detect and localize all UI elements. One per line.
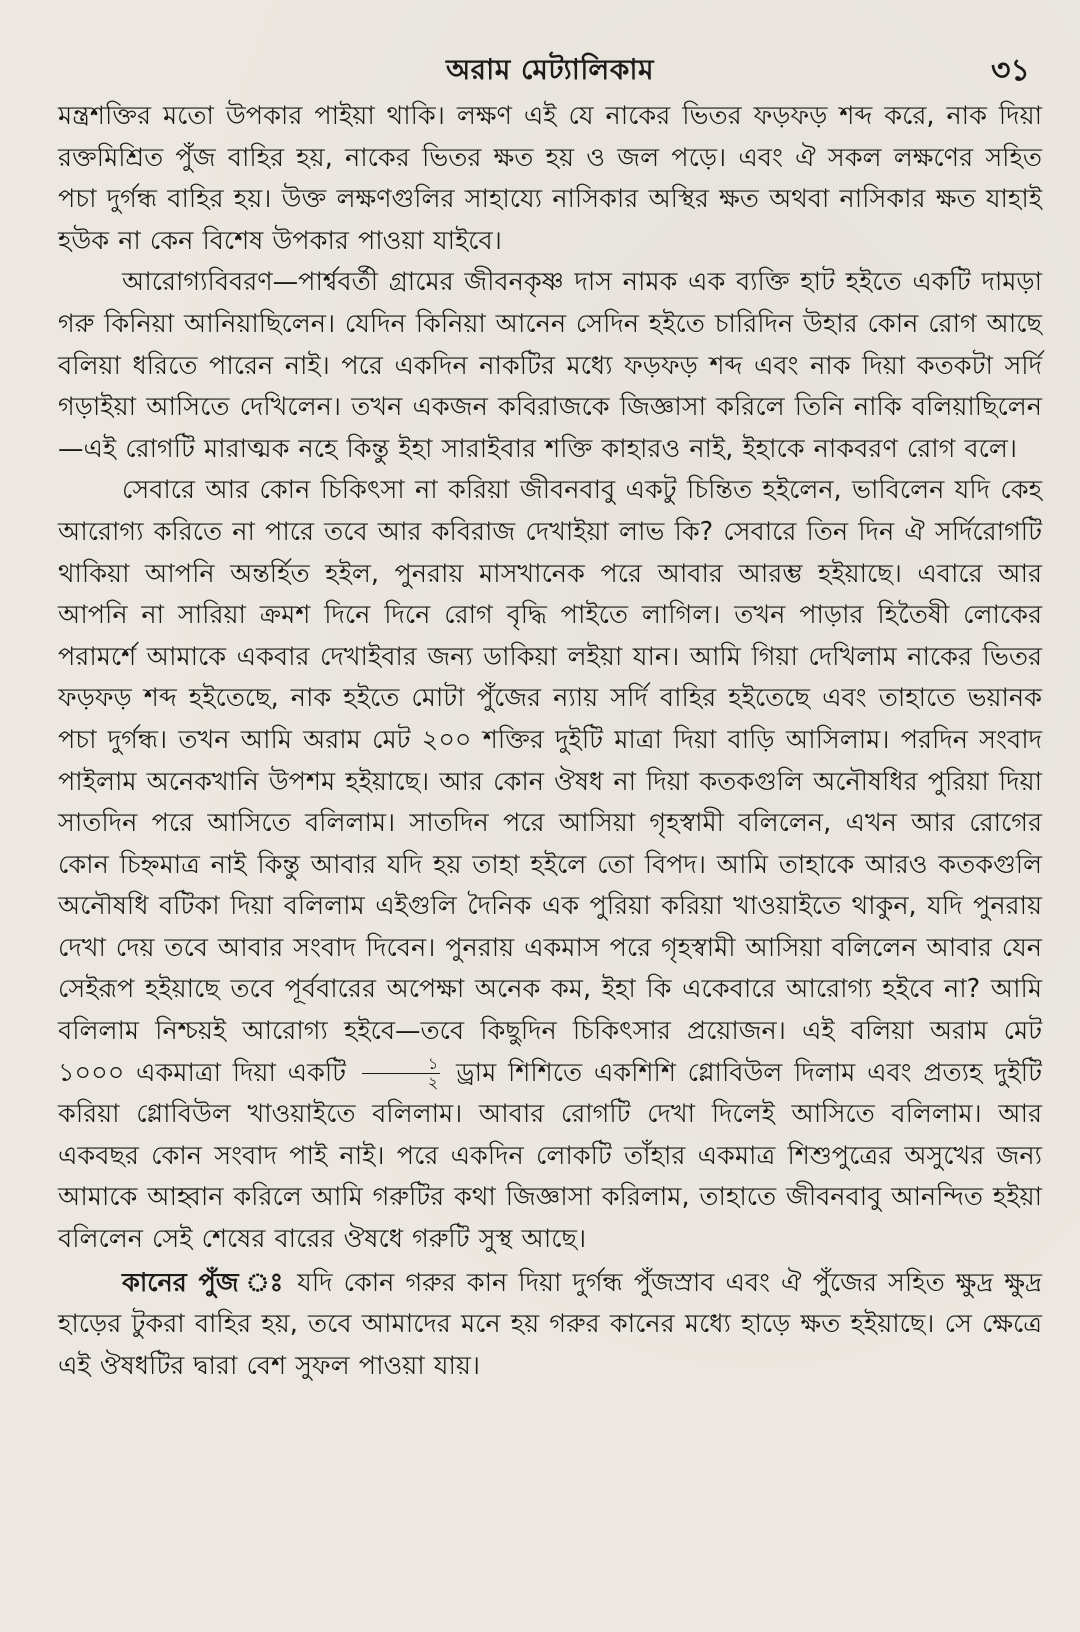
half-fraction — [362, 1056, 440, 1091]
page-number: ৩১ — [991, 53, 1030, 88]
fraction-numerator: ১ — [362, 1056, 440, 1074]
paragraph-text: আরোগ্যবিবরণ—পার্শ্ববর্তী গ্রামের জীবনকৃষ্ণ দাস নামক এক ব্যক্তি হাট হইতে একটি দামড়া গরু কিনিয়া আনিয়াছিলেন। যেদিন কিনিয়া আনেন সেদিন হইতে চারিদিন উহার কোন রোগ আছে বলিয়া ধরিতে পারেন নাই। পরে একদিন নাকটির মধ্যে ফড়ফড় শব্দ এবং নাক দিয়া কতকটা সর্দি গড়াইয়া আসিতে দেখিলেন। তখন একজন কবিরাজকে জিজ্ঞাসা করিলে তিনি নাকি বলিয়াছিলেন—এই রোগটি মারাত্মক নহে কিন্তু ইহা সারাইবার শক্তি কাহারও নাই, ইহাকে নাকবরণ রোগ বলে। — [58, 267, 1042, 464]
page-title: অরাম মেট্যালিকাম — [445, 53, 655, 86]
paragraph-continuation — [58, 96, 1042, 262]
paragraph-text: যদি কোন গরুর কান দিয়া দুর্গন্ধ পুঁজস্রাব এবং ঐ পুঁজের সহিত ক্ষুদ্র ক্ষুদ্র হাড়ের টুকরা বাহির হয়, তবে আমাদের মনে হয় গরুর কানের মধ্যে হাড়ে ক্ষত হইয়াছে। সে ক্ষেত্রে এই ঔষধটির দ্বারা বেশ সুফল পাওয়া যায়। — [58, 1267, 1042, 1381]
paragraph-ear-discharge — [58, 1263, 1042, 1388]
body-text — [58, 96, 1042, 1387]
paragraph-text: সেবারে আর কোন চিকিৎসা না করিয়া জীবনবাবু একটু চিন্তিত হইলেন, ভাবিলেন যদি কেহ আরোগ্য করিতে না পারে তবে আর কবিরাজ দেখাইয়া লাভ কি? সেবারে তিন দিন ঐ সর্দিরোগটি থাকিয়া আপনি অন্তর্হিত হইল, পুনরায় মাসখানেক পরে আবার আরম্ভ হইয়াছে। এবারে আর আপনি না সারিয়া ক্রমশ দিনে দিনে রোগ বৃদ্ধি পাইতে লাগিল। তখন পাড়ার হিতৈষী লোকের পরামর্শে আমাকে একবার দেখাইবার জন্য ডাকিয়া লইয়া যান। আমি গিয়া দেখিলাম নাকের ভিতর ফড়ফড় শব্দ হইতেছে, নাক হইতে মোটা পুঁজের ন্যায় সর্দি বাহির হইতেছে এবং তাহাতে ভয়ানক পচা দুর্গন্ধ। তখন আমি অরাম মেট ২০০ শক্তির দুইটি মাত্রা দিয়া বাড়ি আসিলাম। পরদিন সংবাদ পাইলাম অনেকখানি উপশম হইয়াছে। আর কোন ঔষধ না দিয়া কতকগুলি অনৌষধির পুরিয়া দিয়া সাতদিন পরে আসিতে বলিলাম। সাতদিন পরে আসিয়া গৃহস্বামী বলিলেন, এখন আর রোগের কোন চিহ্নমাত্র নাই কিন্তু আবার যদি হয় তাহা হইলে তো বিপদ। আমি তাহাকে আরও কতকগুলি অনৌষধি বটিকা দিয়া বলিলাম এইগুলি দৈনিক এক পুরিয়া করিয়া খাওয়াইতে থাকুন, যদি পুনরায় দেখা দেয় তবে আবার সংবাদ দিবেন। পুনরায় একমাস পরে গৃহস্বামী আসিয়া বলিলেন আবার যেন সেইরূপ হইয়াছে তবে পূর্ববারের অপেক্ষা অনেক কম, ইহা কি একেবারে আরোগ্য হইবে না? আমি বলিলাম নিশ্চয়ই আরোগ্য হইবে—তবে কিছুদিন চিকিৎসার প্রয়োজন। এই বলিয়া অরাম মেট ১০০০ একমাত্রা দিয়া একটি — [58, 475, 1042, 1088]
paragraph-text-after-fraction: ড্রাম শিশিতে একশিশি গ্লোবিউল দিলাম এবং প্রত্যহ দুইটি করিয়া গ্লোবিউল খাওয়াইতে বলিলাম। আবার রোগটি দেখা দিলেই আসিতে বলিলাম। আর একবছর কোন সংবাদ পাই নাই। পরে একদিন লোকটি তাঁহার একমাত্র শিশুপুত্রের অসুখের জন্য আমাকে আহ্বান করিলে আমি গরুটির কথা জিজ্ঞাসা করিলাম, তাহাতে জীবনবাবু আনন্দিত হইয়া বলিলেন সেই শেষের বারের ঔষধে গরুটি সুস্থ আছে। — [58, 1057, 1042, 1255]
paragraph-cure-account — [58, 262, 1042, 470]
fraction-denominator: ২ — [427, 1073, 439, 1093]
section-lead-term: কানের পুঁজ ঃ — [122, 1267, 287, 1298]
paragraph-text: মন্ত্রশক্তির মতো উপকার পাইয়া থাকি। লক্ষণ এই যে নাকের ভিতর ফড়ফড় শব্দ করে, নাক দিয়া রক্তমিশ্রিত পুঁজ বাহির হয়, নাকের ভিতর ক্ষত হয় ও জল পড়ে। এবং ঐ সকল লক্ষণের সহিত পচা দুর্গন্ধ বাহির হয়। উক্ত লক্ষণগুলির সাহায্যে নাসিকার অস্থির ক্ষত অথবা নাসিকার ক্ষত যাহাই হউক না কেন বিশেষ উপকার পাওয়া যাইবে। — [58, 101, 1042, 256]
running-head — [58, 34, 1042, 96]
paragraph-treatment — [58, 470, 1042, 1260]
